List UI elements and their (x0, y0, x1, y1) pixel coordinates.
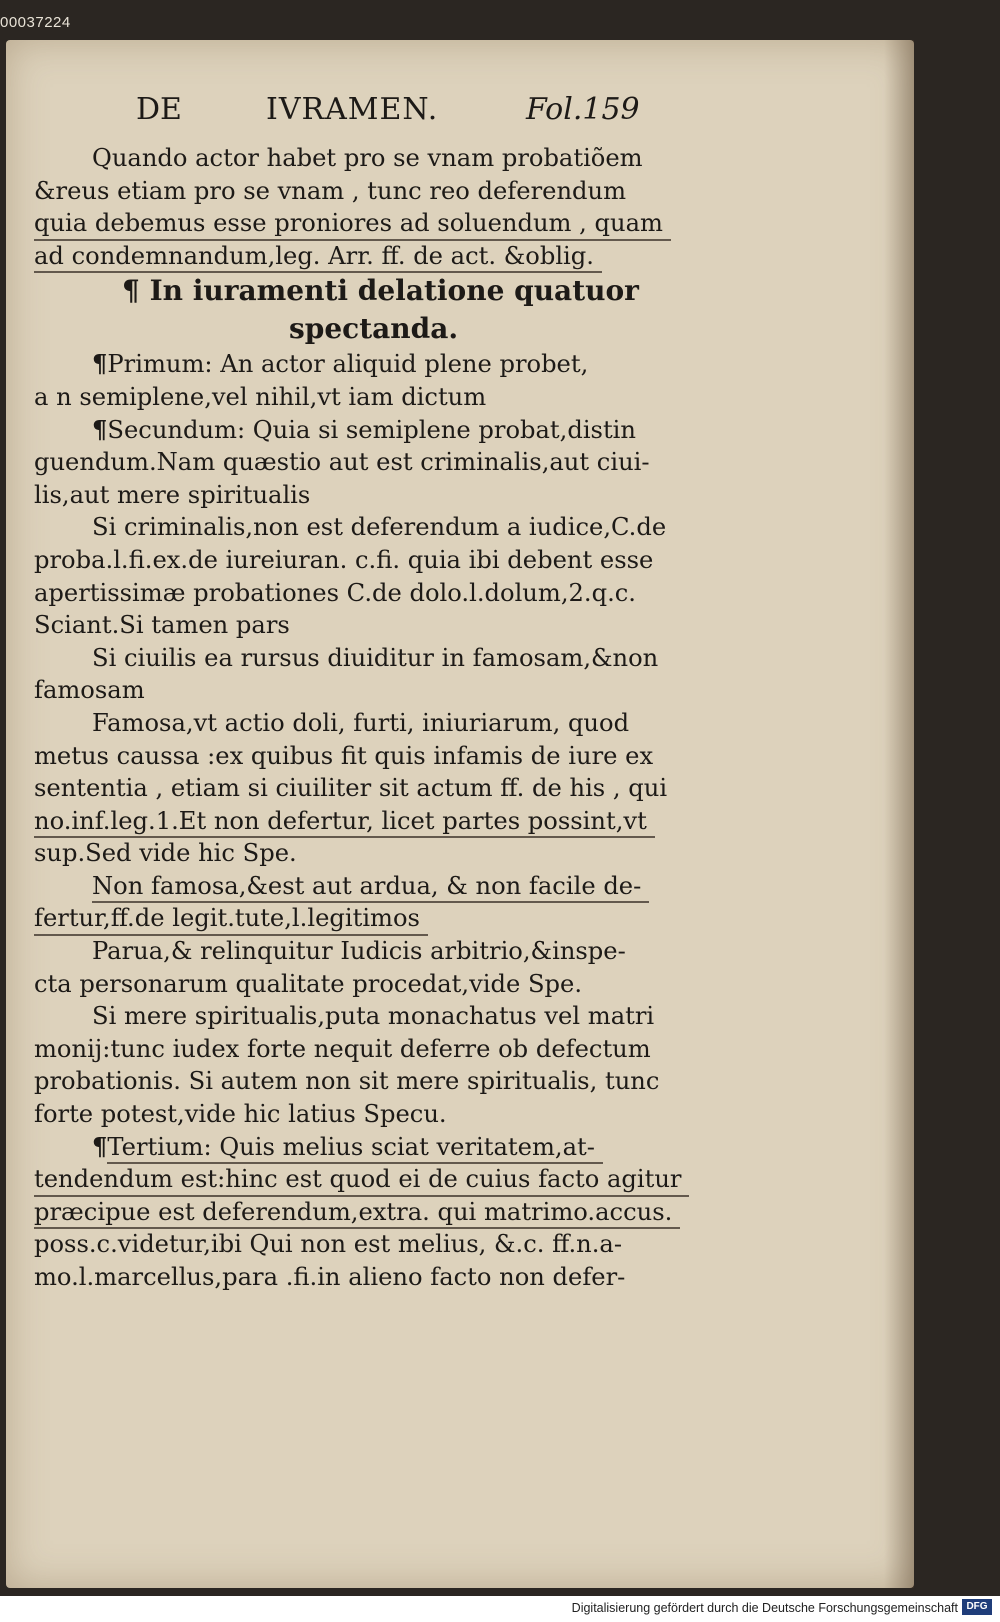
text-line: Quando actor habet pro se vnam probatiõem (92, 144, 643, 172)
text-line: forte potest,vide hic latius Specu. (34, 1100, 447, 1129)
text-line (34, 1163, 724, 1196)
text-line (34, 414, 724, 447)
pilcrow-icon: ¶ (92, 1131, 108, 1161)
section-heading (34, 272, 724, 310)
running-head (136, 92, 656, 132)
text-line: &reus etiam pro se vnam , tunc reo deferendum (34, 176, 627, 205)
text-line: Famosa,vt actio doli, furti, iniuriarum, quod (92, 708, 630, 737)
pilcrow-icon: ¶ (92, 414, 108, 444)
text-line (34, 1131, 724, 1164)
text-line (34, 902, 724, 935)
text-line: cta personarum qualitate procedat,vide Spe. (34, 969, 583, 998)
text-line: Si mere spiritualis,puta monachatus vel matri (92, 1002, 655, 1031)
text-line (34, 207, 724, 240)
dfg-logo: DFG (962, 1599, 992, 1615)
underlined-text: quia debemus esse proniores ad soluendum , quam (34, 207, 663, 240)
text-line: famosam (34, 676, 145, 705)
pilcrow-icon: ¶ (122, 274, 140, 308)
text-line (34, 1196, 724, 1229)
underlined-text: præcipue est deferendum,extra. qui matrimo.accus. (34, 1196, 672, 1229)
text-line: poss.c.videtur,ibi Qui non est melius, &.c. ff.n.a- (34, 1230, 622, 1259)
scan-id-label: 00037224 (0, 14, 71, 31)
underlined-text: Non famosa,&est aut ardua, & non facile de- (92, 870, 641, 903)
text-line: metus caussa :ex quibus fit quis infamis de iure ex (34, 741, 654, 770)
folio-number: Fol.159 (526, 92, 640, 127)
text-line: mo.l.marcellus,para .fi.in alieno facto non defer- (34, 1263, 626, 1291)
secundum-text: Secundum: Quia si semiplene probat,distin (107, 415, 636, 444)
underlined-text: no.inf.leg.1.Et non defertur, licet partes possint,vt (34, 805, 647, 838)
text-line: Sciant.Si tamen pars (34, 611, 290, 640)
footer-bar (0, 1596, 1000, 1622)
text-line: probationis. Si autem non sit mere spiritualis, tunc (34, 1067, 660, 1096)
text-line (34, 240, 724, 273)
text-line: Parua,& relinquitur Iudicis arbitrio,&inspe- (92, 937, 626, 966)
primum-text: Primum: An actor aliquid plene probet, (107, 350, 589, 379)
text-line: sententia , etiam si ciuiliter sit actum ff. de his , qui (34, 774, 668, 803)
text-line: proba.l.fi.ex.de iureiuran. c.fi. quia ibi debent esse (34, 545, 654, 574)
text-line (34, 348, 724, 381)
underlined-text: Tertium: Quis melius sciat veritatem,at- (107, 1131, 595, 1164)
underlined-text: tendendum est:hinc est quod ei de cuius facto agitur (34, 1163, 681, 1196)
underlined-text: ad condemnandum,leg. Arr. ff. de act. &oblig. (34, 240, 594, 273)
text-line (34, 805, 724, 838)
text-line: lis,aut mere spiritualis (34, 480, 311, 509)
text-line: Si criminalis,non est deferendum a iudice,C.de (92, 513, 667, 542)
text-line (34, 870, 724, 903)
text-line: a n semiplene,vel nihil,vt iam dictum (34, 382, 487, 411)
section-heading-text: In iuramenti delatione quatuor (149, 274, 639, 308)
pilcrow-icon: ¶ (92, 349, 108, 379)
running-head-title: IVRAMEN. (266, 92, 439, 127)
text-line: monij:tunc iudex forte nequit deferre ob defectum (34, 1034, 651, 1063)
page-body (34, 142, 724, 1294)
text-line: Si ciuilis ea rursus diuiditur in famosam,&non (92, 643, 659, 672)
text-line: apertissimæ probationes C.de dolo.l.dolum,2.q.c. (34, 578, 636, 607)
funding-credit: Digitalisierung gefördert durch die Deutsche Forschungsgemeinschaft (571, 1601, 958, 1615)
running-head-left: DE (136, 92, 182, 127)
text-line: sup.Sed vide hic Spe. (34, 839, 297, 868)
section-heading-cont: spectanda. (289, 312, 459, 346)
underlined-text: fertur,ff.de legit.tute,l.legitimos (34, 902, 420, 935)
text-line: guendum.Nam quæstio aut est criminalis,aut ciui- (34, 448, 650, 477)
